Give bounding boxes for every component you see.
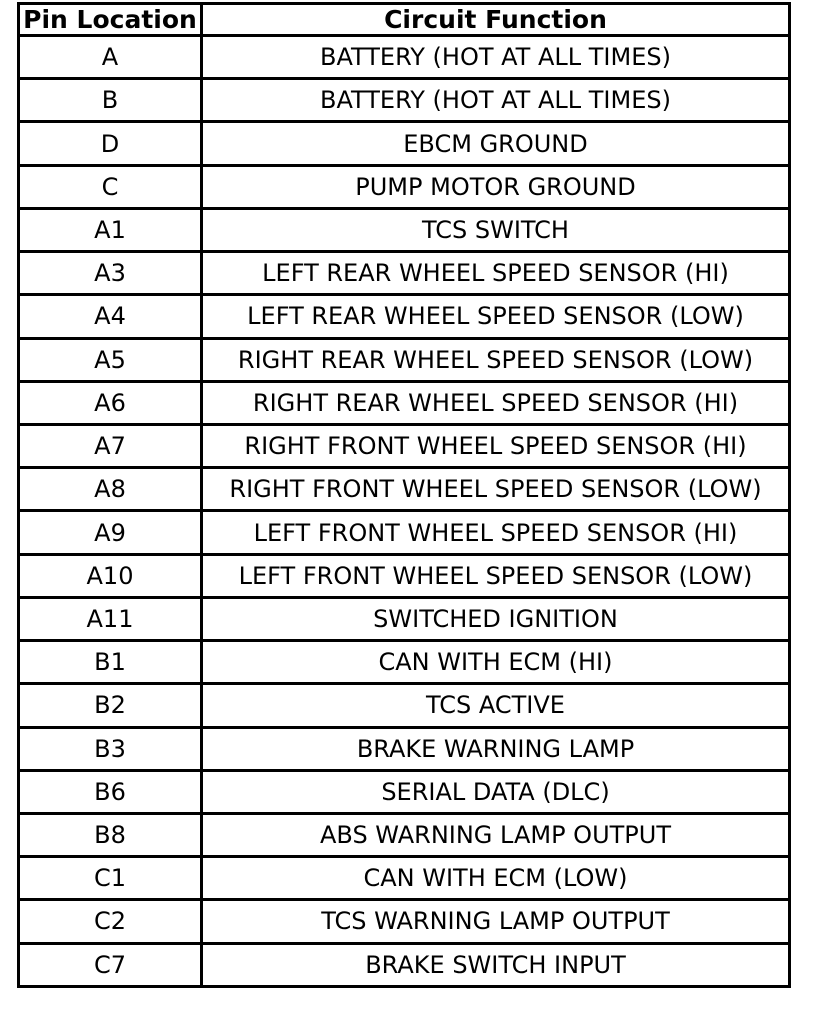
circuit-function-cell: RIGHT FRONT WHEEL SPEED SENSOR (HI) bbox=[202, 424, 790, 467]
pin-location-cell: C7 bbox=[19, 943, 202, 986]
table-row bbox=[19, 857, 790, 900]
circuit-function-cell: EBCM GROUND bbox=[202, 122, 790, 165]
pin-location-cell: D bbox=[19, 122, 202, 165]
table-row bbox=[19, 900, 790, 943]
pin-location-cell: B8 bbox=[19, 813, 202, 856]
table-row bbox=[19, 943, 790, 986]
table-row bbox=[19, 727, 790, 770]
pin-location-cell: B2 bbox=[19, 684, 202, 727]
circuit-function-cell: SERIAL DATA (DLC) bbox=[202, 770, 790, 813]
pin-location-cell: A3 bbox=[19, 252, 202, 295]
circuit-function-cell: LEFT REAR WHEEL SPEED SENSOR (HI) bbox=[202, 252, 790, 295]
pin-location-cell: A10 bbox=[19, 554, 202, 597]
table-row bbox=[19, 79, 790, 122]
circuit-function-cell: LEFT REAR WHEEL SPEED SENSOR (LOW) bbox=[202, 295, 790, 338]
table-row bbox=[19, 511, 790, 554]
circuit-function-cell: TCS SWITCH bbox=[202, 208, 790, 251]
pin-location-cell: A6 bbox=[19, 381, 202, 424]
table-row bbox=[19, 208, 790, 251]
table-row bbox=[19, 424, 790, 467]
circuit-function-cell: TCS WARNING LAMP OUTPUT bbox=[202, 900, 790, 943]
pin-location-cell: A1 bbox=[19, 208, 202, 251]
circuit-function-cell: BATTERY (HOT AT ALL TIMES) bbox=[202, 79, 790, 122]
pin-location-cell: B3 bbox=[19, 727, 202, 770]
pin-location-cell: A4 bbox=[19, 295, 202, 338]
circuit-function-cell: LEFT FRONT WHEEL SPEED SENSOR (LOW) bbox=[202, 554, 790, 597]
pin-location-cell: B6 bbox=[19, 770, 202, 813]
table-row bbox=[19, 641, 790, 684]
header-pin-location: Pin Location bbox=[19, 4, 202, 36]
circuit-function-cell: BRAKE WARNING LAMP bbox=[202, 727, 790, 770]
table-row bbox=[19, 554, 790, 597]
circuit-function-cell: RIGHT REAR WHEEL SPEED SENSOR (LOW) bbox=[202, 338, 790, 381]
table-header-row bbox=[19, 4, 790, 36]
table-row bbox=[19, 813, 790, 856]
pin-location-cell: A8 bbox=[19, 468, 202, 511]
circuit-function-cell: BRAKE SWITCH INPUT bbox=[202, 943, 790, 986]
pin-location-cell: A5 bbox=[19, 338, 202, 381]
pin-location-cell: B bbox=[19, 79, 202, 122]
table-row bbox=[19, 295, 790, 338]
table-row bbox=[19, 338, 790, 381]
table-body bbox=[19, 36, 790, 987]
circuit-function-cell: SWITCHED IGNITION bbox=[202, 597, 790, 640]
table-row bbox=[19, 684, 790, 727]
circuit-function-cell: RIGHT FRONT WHEEL SPEED SENSOR (LOW) bbox=[202, 468, 790, 511]
pin-location-cell: C1 bbox=[19, 857, 202, 900]
table-row bbox=[19, 252, 790, 295]
pin-location-cell: A9 bbox=[19, 511, 202, 554]
circuit-function-cell: RIGHT REAR WHEEL SPEED SENSOR (HI) bbox=[202, 381, 790, 424]
circuit-function-cell: CAN WITH ECM (LOW) bbox=[202, 857, 790, 900]
circuit-function-cell: BATTERY (HOT AT ALL TIMES) bbox=[202, 36, 790, 79]
pin-location-cell: B1 bbox=[19, 641, 202, 684]
table-row bbox=[19, 468, 790, 511]
pin-circuit-table bbox=[17, 2, 791, 988]
table-row bbox=[19, 122, 790, 165]
circuit-function-cell: LEFT FRONT WHEEL SPEED SENSOR (HI) bbox=[202, 511, 790, 554]
header-circuit-function: Circuit Function bbox=[202, 4, 790, 36]
circuit-function-cell: CAN WITH ECM (HI) bbox=[202, 641, 790, 684]
pin-location-cell: A bbox=[19, 36, 202, 79]
table-row bbox=[19, 597, 790, 640]
pin-location-cell: C bbox=[19, 165, 202, 208]
circuit-function-cell: PUMP MOTOR GROUND bbox=[202, 165, 790, 208]
pin-location-cell: C2 bbox=[19, 900, 202, 943]
table-row bbox=[19, 770, 790, 813]
table-row bbox=[19, 165, 790, 208]
circuit-function-cell: TCS ACTIVE bbox=[202, 684, 790, 727]
pin-location-cell: A11 bbox=[19, 597, 202, 640]
circuit-function-cell: ABS WARNING LAMP OUTPUT bbox=[202, 813, 790, 856]
pin-location-cell: A7 bbox=[19, 424, 202, 467]
table-row bbox=[19, 36, 790, 79]
table-row bbox=[19, 381, 790, 424]
